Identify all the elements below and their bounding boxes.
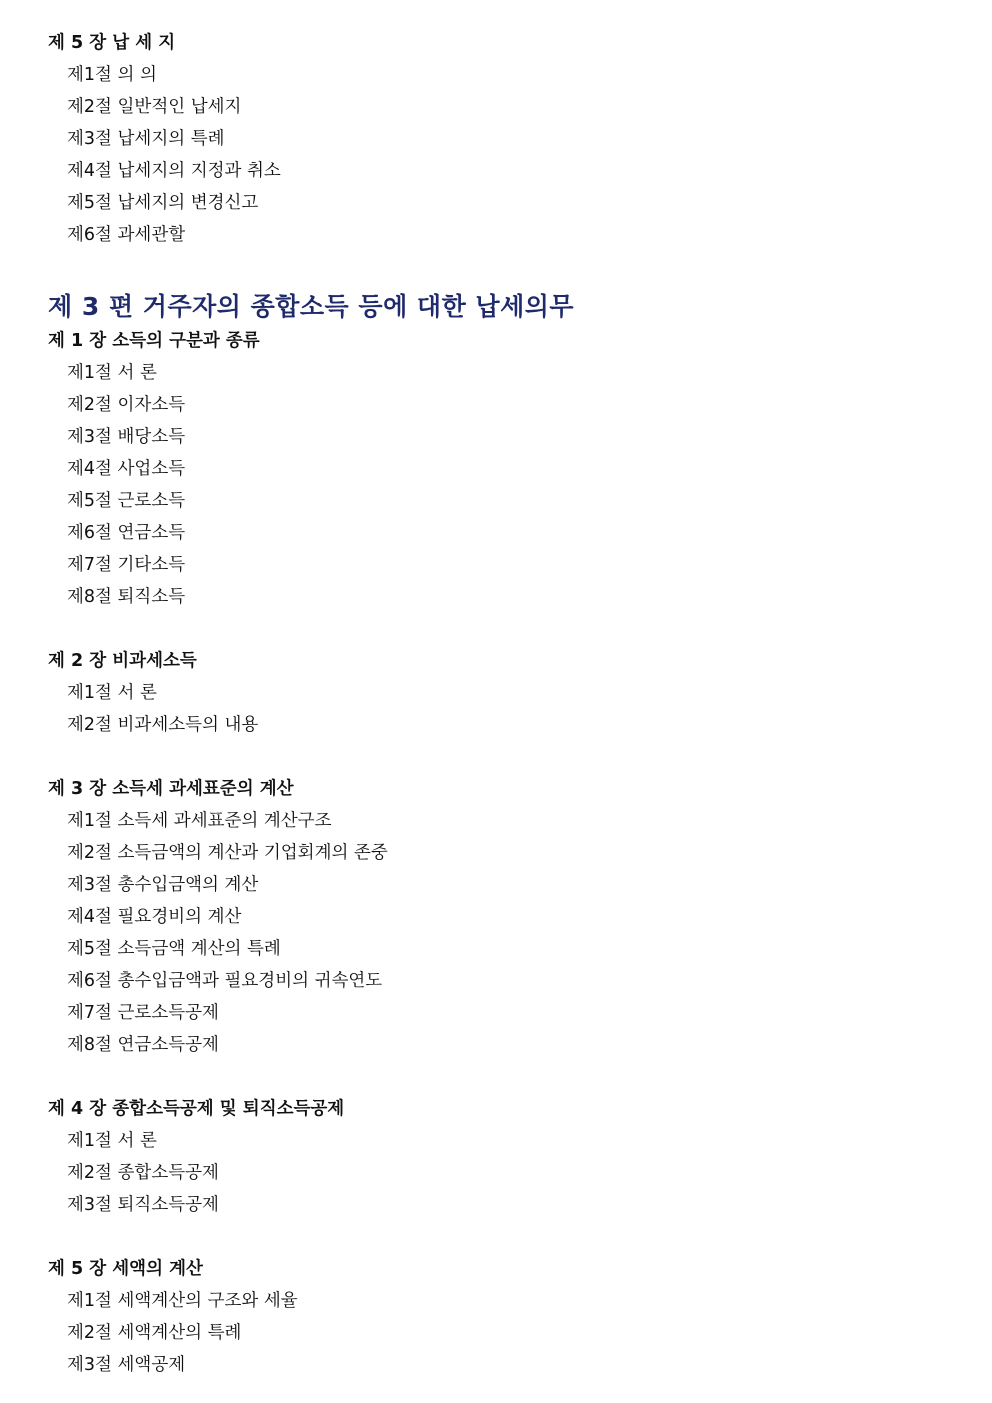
section-entry: 제1절 소득세 과세표준의 계산구조 — [67, 811, 332, 831]
section-entry: 제1절 서 론 — [67, 683, 157, 703]
section-entry: 제5절 근로소득 — [67, 491, 186, 511]
section-entry: 제5절 소득금액 계산의 특례 — [67, 939, 281, 959]
section-entry: 제4절 납세지의 지정과 취소 — [67, 161, 281, 181]
section-entry: 제8절 연금소득공제 — [67, 1035, 219, 1055]
section-entry: 제6절 과세관할 — [67, 225, 186, 245]
section-entry: 제7절 기타소득 — [67, 555, 186, 575]
section-entry: 제2절 비과세소득의 내용 — [67, 715, 259, 735]
section-entry: 제3절 세액공제 — [67, 1355, 186, 1375]
section-entry: 제5절 납세지의 변경신고 — [67, 193, 259, 213]
chapter-heading: 제 5 장 세액의 계산 — [48, 1259, 203, 1279]
section-entry: 제1절 서 론 — [67, 363, 157, 383]
table-of-contents — [48, 27, 948, 1381]
section-entry: 제2절 종합소득공제 — [67, 1163, 219, 1183]
chapter-heading: 제 3 장 소득세 과세표준의 계산 — [48, 779, 294, 799]
section-entry: 제3절 납세지의 특례 — [67, 129, 225, 149]
part-heading: 제 3 편 거주자의 종합소득 등에 대한 납세의무 — [48, 292, 575, 321]
section-entry: 제4절 필요경비의 계산 — [67, 907, 242, 927]
section-entry: 제2절 소득금액의 계산과 기업회계의 존중 — [67, 843, 388, 863]
section-entry: 제2절 세액계산의 특례 — [67, 1323, 242, 1343]
spacer — [48, 741, 948, 773]
section-entry: 제3절 퇴직소득공제 — [67, 1195, 219, 1215]
section-entry: 제8절 퇴직소득 — [67, 587, 186, 607]
chapter-heading: 제 2 장 비과세소득 — [48, 651, 197, 671]
section-entry: 제1절 세액계산의 구조와 세율 — [67, 1291, 298, 1311]
section-entry: 제1절 서 론 — [67, 1131, 157, 1151]
section-entry: 제3절 총수입금액의 계산 — [67, 875, 259, 895]
section-entry: 제3절 배당소득 — [67, 427, 186, 447]
section-entry: 제7절 근로소득공제 — [67, 1003, 219, 1023]
spacer — [48, 1061, 948, 1093]
section-entry: 제2절 이자소득 — [67, 395, 186, 415]
spacer — [48, 1221, 948, 1253]
section-entry: 제6절 연금소득 — [67, 523, 186, 543]
section-entry: 제4절 사업소득 — [67, 459, 186, 479]
section-entry: 제2절 일반적인 납세지 — [67, 97, 242, 117]
section-entry: 제1절 의 의 — [67, 65, 157, 85]
spacer — [48, 613, 948, 645]
chapter-heading: 제 4 장 종합소득공제 및 퇴직소득공제 — [48, 1099, 345, 1119]
spacer — [48, 251, 948, 289]
chapter-heading: 제 5 장 납 세 지 — [48, 33, 176, 53]
chapter-heading: 제 1 장 소득의 구분과 종류 — [48, 331, 260, 351]
section-entry: 제6절 총수입금액과 필요경비의 귀속연도 — [67, 971, 383, 991]
